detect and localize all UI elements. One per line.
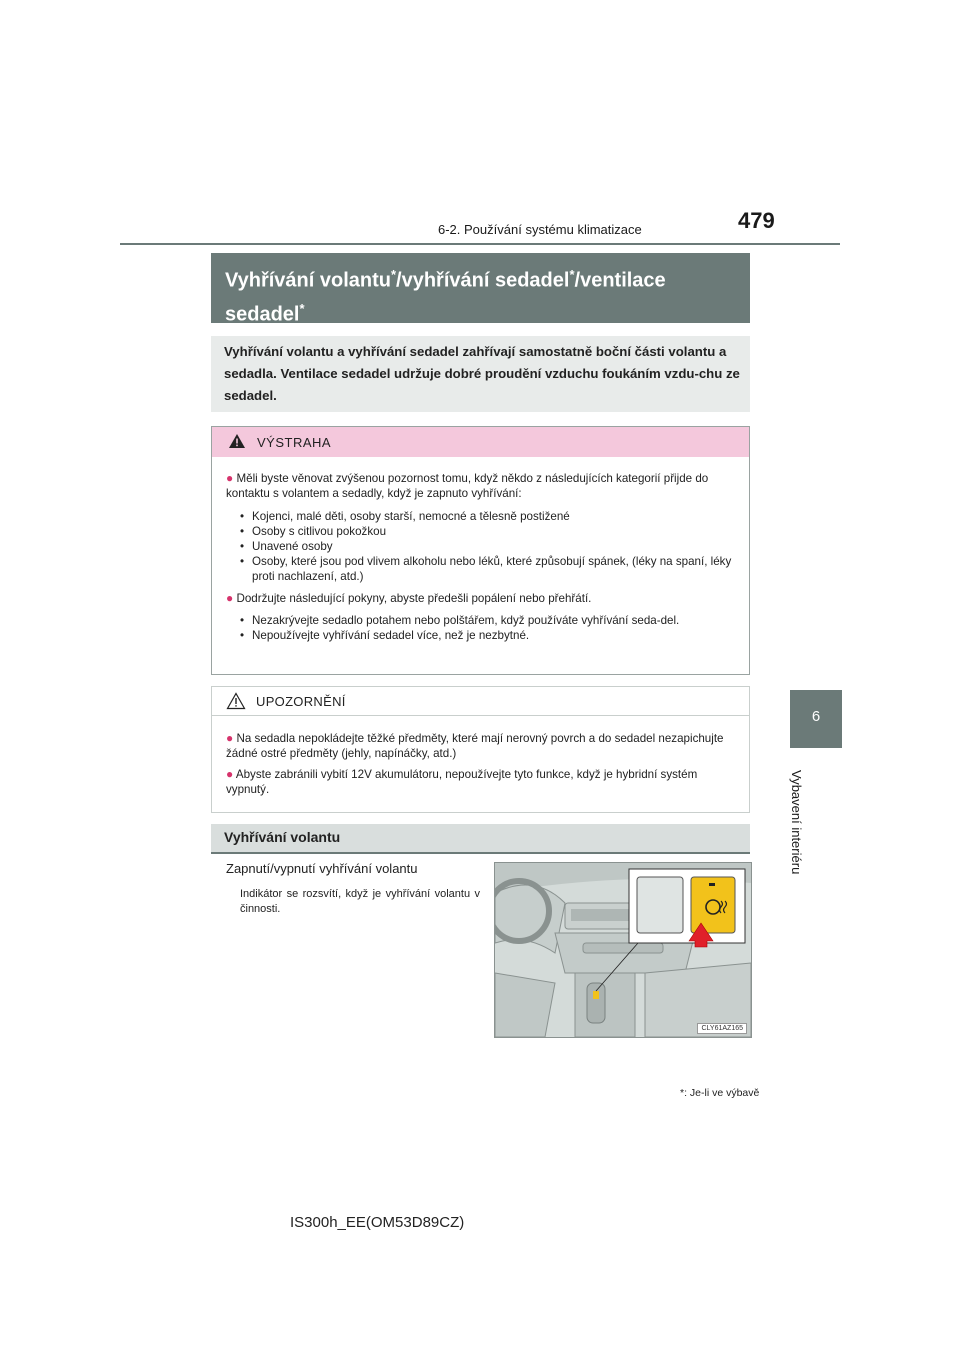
intro-text: Vyhřívání volantu a vyhřívání sedadel zahřívají samostatně boční části volantu a sedadla. Ventilace sedadel udržuje dobré proudění vzduchu foukáním vzdu-chu ze sedadel.	[224, 344, 740, 403]
bullet-dot: ●	[226, 767, 234, 781]
warning-title: VÝSTRAHA	[257, 435, 332, 450]
bullet-dot: ●	[226, 471, 234, 485]
title-star-2: *	[569, 267, 575, 282]
list-item: • Osoby s citlivou pokožkou	[240, 525, 387, 538]
notice-bullet-1-text: Na sedadla nepokládejte těžké předměty, které mají nerovný povrch a do sedadel nezapichujte žádné ostré předměty (jehly, napínáčky, atd.)	[226, 732, 724, 760]
warning-sublist-2	[240, 613, 740, 643]
notice-divider	[212, 715, 749, 716]
section-heading-bar	[211, 824, 750, 854]
caution-triangle-icon	[226, 692, 246, 710]
list-item-text: Osoby, které jsou pod vlivem alkoholu nebo léků, které způsobují spánek, (léky na spaní, léky proti nachlazení, atd.)	[252, 555, 732, 583]
running-head: 6-2. Používání systému klimatizace	[438, 222, 642, 237]
warning-bullet-1	[226, 471, 742, 501]
dashboard-illustration	[494, 862, 752, 1038]
chapter-label	[786, 770, 806, 890]
figure-detail: Indikátor se rozsvítí, když je vyhřívání volantu v činnosti.	[240, 888, 480, 915]
list-item: • Kojenci, malé děti, osoby starší, nemocné a tělesně postižené	[240, 510, 570, 523]
title-part-4: sedadel	[225, 303, 300, 326]
warning-bullet-1-text: Měli byste věnovat zvýšenou pozornost tomu, když někdo z následujících kategorií přijde do kontaktu s volantem a sedadly, když je zapnuto vyhřívání:	[226, 472, 709, 500]
list-item-text: Nepoužívejte vyhřívání sedadel více, než je nezbytné.	[252, 629, 530, 642]
notice-bullet-1	[226, 731, 742, 761]
list-item: • Unavené osoby	[240, 540, 333, 553]
notice-box	[211, 686, 750, 813]
notice-title: UPOZORNĚNÍ	[256, 694, 346, 709]
list-item: • Nepoužívejte vyhřívání sedadel více, než je nezbytné.	[240, 629, 530, 642]
notice-bullet-2-text: Abyste zabránili vybití 12V akumulátoru, nepoužívejte tyto funkce, když je hybridní systém vypnutý.	[226, 768, 698, 796]
bullet-dot: ●	[226, 591, 234, 605]
list-item-text: Kojenci, malé děti, osoby starší, nemocné a tělesně postižené	[252, 510, 570, 523]
title-part-3: /ventilace	[574, 269, 666, 292]
page-title-box	[211, 253, 750, 326]
list-item-text: Osoby s citlivou pokožkou	[252, 525, 387, 538]
warning-sublist-1	[240, 509, 740, 584]
notice-bullet-2	[226, 767, 742, 797]
intro-box	[211, 336, 750, 412]
document-code: IS300h_EE(OM53D89CZ)	[290, 1214, 465, 1231]
list-item-text: Nezakrývejte sedadlo potahem nebo polštářem, když používáte vyhřívání seda-del.	[252, 614, 680, 627]
figure-code: CLY61AZ165	[697, 1023, 747, 1034]
header-rule	[120, 243, 840, 245]
warning-bullet-2-text: Dodržujte následující pokyny, abyste předešli popálení nebo přehřátí.	[236, 592, 592, 605]
section-title: Vyhřívání volantu	[224, 829, 341, 845]
title-star-3: *	[299, 300, 305, 316]
dashboard-drawing	[495, 863, 751, 1037]
chapter-number: 6	[811, 708, 821, 725]
list-item: • Nezakrývejte sedadlo potahem nebo polštářem, když používáte vyhřívání seda-del.	[240, 614, 680, 627]
warning-triangle-icon	[228, 433, 246, 449]
warning-box	[211, 426, 750, 675]
list-item: • Osoby, které jsou pod vlivem alkoholu nebo léků, které způsobují spánek, (léky na spaní, léky proti nachlazení, atd.)	[240, 554, 740, 584]
figure-caption: Zapnutí/vypnutí vyhřívání volantu	[226, 861, 418, 876]
warning-bullet-2	[226, 591, 742, 606]
page-title	[225, 261, 745, 328]
list-item-text: Unavené osoby	[252, 540, 333, 553]
bullet-dot: ●	[226, 731, 234, 745]
chapter-label-text: Vybavení interiéru	[789, 770, 804, 875]
footnote: *: Je-li ve výbavě	[680, 1087, 760, 1099]
page-number: 479	[738, 208, 775, 233]
title-star-1: *	[390, 267, 397, 282]
title-part-1: Vyhřívání volantu	[225, 269, 391, 292]
title-part-2: /vyhřívání sedadel	[396, 269, 570, 292]
